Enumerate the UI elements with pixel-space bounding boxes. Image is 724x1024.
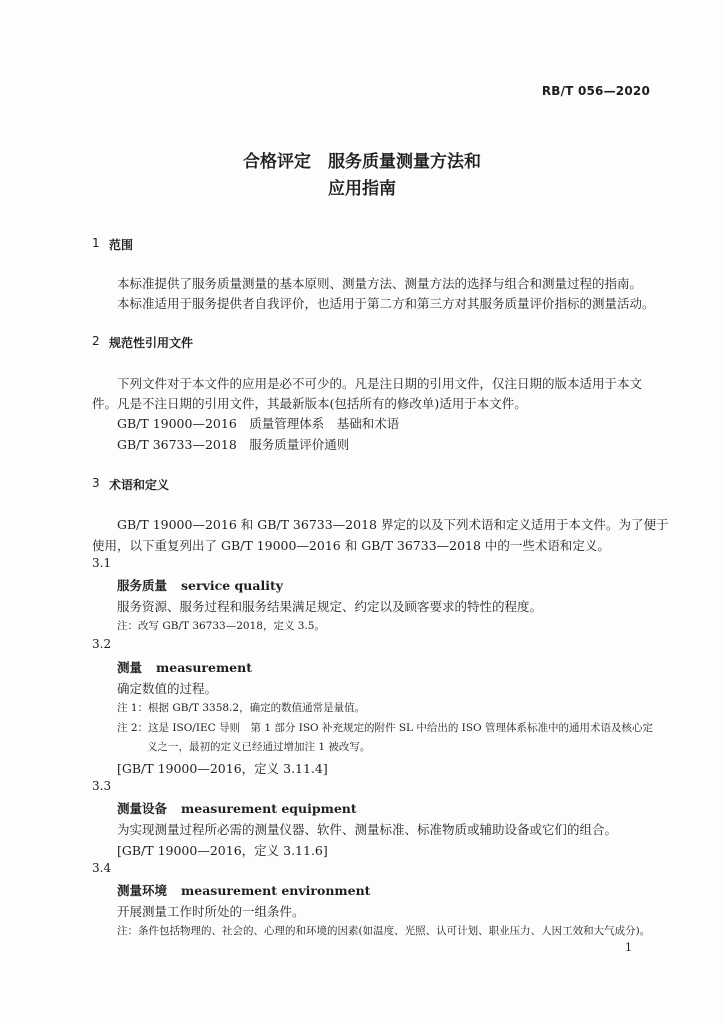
term-definition: 开展测量工作时所处的一组条件。 — [117, 904, 305, 919]
term-name-zh: 测量设备 — [117, 801, 168, 816]
document-title-line-1: 合格评定 服务质量测量方法和 — [243, 152, 481, 172]
body-paragraph-continued: 使用，以下重复列出了 GB/T 19000—2016 和 GB/T 36733—2018 中的一些术语和定义。 — [92, 538, 610, 553]
term-number: 3.4 — [92, 861, 112, 875]
term-name-en: measurement — [156, 660, 252, 675]
term-definition: 服务资源、服务过程和服务结果满足规定、约定以及顾客要求的特性的程度。 — [117, 599, 543, 614]
term-source: [GB/T 19000—2016，定义 3.11.4] — [117, 761, 328, 776]
normative-reference: GB/T 19000—2016 质量管理体系 基础和术语 — [117, 416, 400, 431]
term-heading — [117, 576, 283, 594]
term-name-en: service quality — [181, 578, 283, 593]
body-paragraph-continued: 件。凡是不注日期的引用文件，其最新版本(包括所有的修改单)适用于本文件。 — [92, 396, 527, 411]
term-number: 3.2 — [92, 637, 112, 651]
term-heading — [117, 799, 357, 817]
term-name-zh: 测量环境 — [117, 883, 168, 898]
term-name-en: measurement environment — [181, 883, 371, 898]
section-number: 3 — [92, 476, 100, 490]
section-number: 2 — [92, 334, 100, 348]
term-number: 3.1 — [92, 556, 112, 570]
section-number: 1 — [92, 236, 100, 250]
section-title: 术语和定义 — [109, 478, 170, 492]
term-name-en: measurement equipment — [181, 801, 357, 816]
term-definition: 确定数值的过程。 — [117, 681, 218, 696]
standard-code: RB/T 056—2020 — [541, 84, 650, 98]
body-paragraph: 本标准提供了服务质量测量的基本原则、测量方法、测量方法的选择与组合和测量过程的指南。 — [117, 276, 643, 291]
body-paragraph: 下列文件对于本文件的应用是必不可少的。凡是注日期的引用文件，仅注日期的版本适用于本文 — [117, 376, 643, 391]
term-number: 3.3 — [92, 779, 112, 793]
page-number: 1 — [625, 941, 632, 954]
term-source: [GB/T 19000—2016，定义 3.11.6] — [117, 843, 328, 858]
term-note-continued: 义之一，最初的定义已经通过增加注 1 被改写。 — [147, 741, 371, 753]
term-name-zh: 测量 — [117, 660, 143, 675]
term-note: 注 1：根据 GB/T 3358.2，确定的数值通常是量值。 — [117, 702, 366, 714]
term-note: 注：条件包括物理的、社会的、心理的和环境的因素(如温度、光照、认可计划、职业压力、人因工效和大气成分)。 — [117, 925, 651, 937]
term-name-zh: 服务质量 — [117, 578, 168, 593]
normative-reference: GB/T 36733—2018 服务质量评价通则 — [117, 437, 350, 452]
section-title: 范围 — [109, 238, 134, 252]
term-heading — [117, 881, 370, 899]
term-definition: 为实现测量过程所必需的测量仪器、软件、测量标准、标准物质或辅助设备或它们的组合。 — [117, 822, 618, 837]
term-note: 注：改写 GB/T 36733—2018，定义 3.5。 — [117, 620, 325, 632]
section-title: 规范性引用文件 — [109, 336, 194, 350]
body-paragraph: GB/T 19000—2016 和 GB/T 36733—2018 界定的以及下列术语和定义适用于本文件。为了便于 — [117, 517, 669, 532]
body-paragraph: 本标准适用于服务提供者自我评价，也适用于第二方和第三方对其服务质量评价指标的测量活动。 — [117, 296, 655, 311]
term-note: 注 2：这是 ISO/IEC 导则 第 1 部分 ISO 补充规定的附件 SL 中给出的 ISO 管理体系标准中的通用术语及核心定 — [117, 722, 653, 734]
term-heading — [117, 658, 252, 676]
document-title-line-2: 应用指南 — [328, 179, 396, 199]
